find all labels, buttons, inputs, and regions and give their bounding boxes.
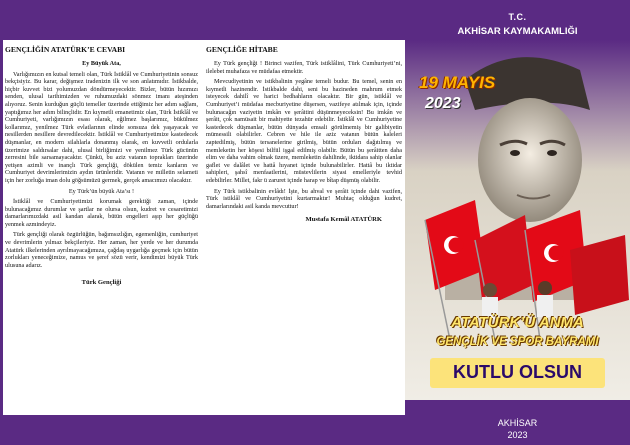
cover-footer-place: AKHİSAR xyxy=(497,418,538,428)
cover-bottom-band xyxy=(405,400,630,415)
panel-2-title: GENÇLİĞE HİTABE xyxy=(206,45,278,54)
paragraph: Ey Türk istikbalinin evlâdı! İşte, bu ahval ve şerâit içinde dahi vazifen, Türk istiklâl ve Cumhuriyetini kurtarmaktır! Muhtaç olduğun kudret, damarlarındaki asil kanda mevcuttur! xyxy=(206,187,402,210)
cover-footer-year: 2023 xyxy=(507,430,528,440)
signature: Mustafa Kemâl ATATÜRK xyxy=(305,216,382,224)
cover-title-line3: KUTLU OLSUN xyxy=(453,362,582,382)
signature: Türk Gençliği xyxy=(81,279,122,287)
panel-2-body xyxy=(204,60,404,224)
header-tc: T.C. xyxy=(508,12,527,22)
panel-1-title: GENÇLİĞİN ATATÜRK’E CEVABI xyxy=(5,45,126,54)
panel-1-body xyxy=(3,60,200,287)
cover-title-line2: GENÇLİK VE SPOR BAYRAMI xyxy=(436,336,599,348)
panel-genclige-hitabe xyxy=(204,40,404,415)
paragraph: Mevcudiyetinin ve istikbalinin yegâne temeli budur. Bu temel, senin en kıymetli hazinendir. İstikbalde dahi, seni bu hazineden mahrum etmek isteyecek dahilî ve harici bedhahların olacaktır. Bir gün, istiklâl ve Cumhuriyet’i müdafaa mecburiyetine düşersen, vazifeye atılmak için, içinde bulunacağın vaziyetin imkân ve şerâitini düşünmeyeceksin! Bu imkân ve şerâit, çok namüsait bir mahiyette tezahür edebilir. İstiklâl ve Cumhuriyetine kastedecek düşmanlar, bütün dünyada emsali görülmemiş bir galibiyetin mümessili olabilirler. Cebren ve hile ile aziz vatanın bütün kaleleri zaptedilmiş, bütün tersanelerine girilmiş, bütün orduları dağıtılmış ve memleketin her köşesi bilfiil işgal edilmiş olabilir. Bütün bu şerâitten daha elim ve daha vahim olmak üzere, memleketin dahilinde, iktidara sahip olanlar gaflet ve dalâlet ve hattâ hıyanet içinde bulunabilirler. Hattâ bu iktidar sahipleri, şahsî menfaatlerini, müstevlilerin siyasi emelleriyle tevhid edebilirler. Millet, fakr ü zaruret içinde harap ve bîtap düşmüş olabilir. xyxy=(206,78,402,184)
panel-gencligin-cevabi xyxy=(3,40,200,415)
salutation: Ey Büyük Ata, xyxy=(82,60,121,67)
paragraph: Varlığımızın en kutsal temeli olan, Türk İstiklâl ve Cumhuriyetinin sonsuz bekçisiyiz. Bu karar, değişmez iradenizin ilk ve son anlatımıdır. İstikbalde, hiçbir kuvvet bizi yolumuzdan döndürmeyecektir. Bizler, bütün hızımızı senden, ulusal tarihimizden ve ruhumuzdaki sönmez imanı ateşinden alıyoruz. Senin kurduğun güçlü temeller üzerinde ettiğimiz her adım sağlam, yaptığımız her adım bilinçlidir. En kıymetli emanetimiz olan, Türk İstiklâl ve Cumhuriyeti, varlığımızın esası olarak, eğilmez başlarımız, bükülmez kollarımız, yenilmez Türk evlatlarının elinde sonsuza dek yaşayacak ve nesillerden nesillere devredilecektir. İstiklâl ve Cumhuriyetimize kastedecek düşmanlar, en modern silahlarla donanmış olarak, en kuvvetli ordularla üzerimize saldırsalar dahi, ulusal birliğimizi ve yenilmez Türk gücünün zerresini bile sarsamayacaktır. Çünkü, bu aziz vatanın toprakları üzerinde yetişen azimli ve inançlı Türk gençliği, dökülen temiz kanların ve Cumhuriyet devrimlerimizin aydın ürünleridir. Vatanın ve milletin selameti için her zorluğa iman dolu göğsümüzü germek, gerçek amacımızı olacaktır. xyxy=(5,70,198,184)
cover-year: 2023 xyxy=(425,95,461,112)
header-kaymakamlik: AKHİSAR KAYMAKAMLIĞI xyxy=(457,26,578,37)
cover-date: 19 MAYIS xyxy=(419,73,496,92)
paragraph: Türk gençliği olarak özgürlüğün, bağımsızlığın, egemenliğin, cumhuriyet ve devrimlerin yılmaz bekçileriyiz. Her zaman, her yerde ve her durumda Atatürk ilkelerinden ayrılmayacağımıza, çağdaş uygarlığa geçmek için bütün zorlukları yeneceğimize, namus ve şeref sözü verir, kendimizi büyük Türk ulusuna adarız. xyxy=(5,231,198,269)
cover-title-line1: ATATÜRK’Ü ANMA xyxy=(451,314,584,331)
salutation: Ey Türk’ün büyük Ata’sı ! xyxy=(68,187,135,195)
cover-panel xyxy=(405,12,630,440)
paragraph: İstiklâl ve Cumhuriyetimizi korumak gerektiği zaman, içinde bulunacağımız durumlar ve şartlar ne olursa olsun, kudret ve cesaretimizi damarlarımızdaki asil kandan alarak, bütün engelleri aşıp her güçlüğü yenmek azmindeyiz. xyxy=(5,198,198,228)
paragraph: Ey Türk gençliği ! Birinci vazifen, Türk istiklâlini, Türk Cumhuriyeti’ni, ilelebet muhafaza ve müdafaa etmektir. xyxy=(206,60,402,75)
